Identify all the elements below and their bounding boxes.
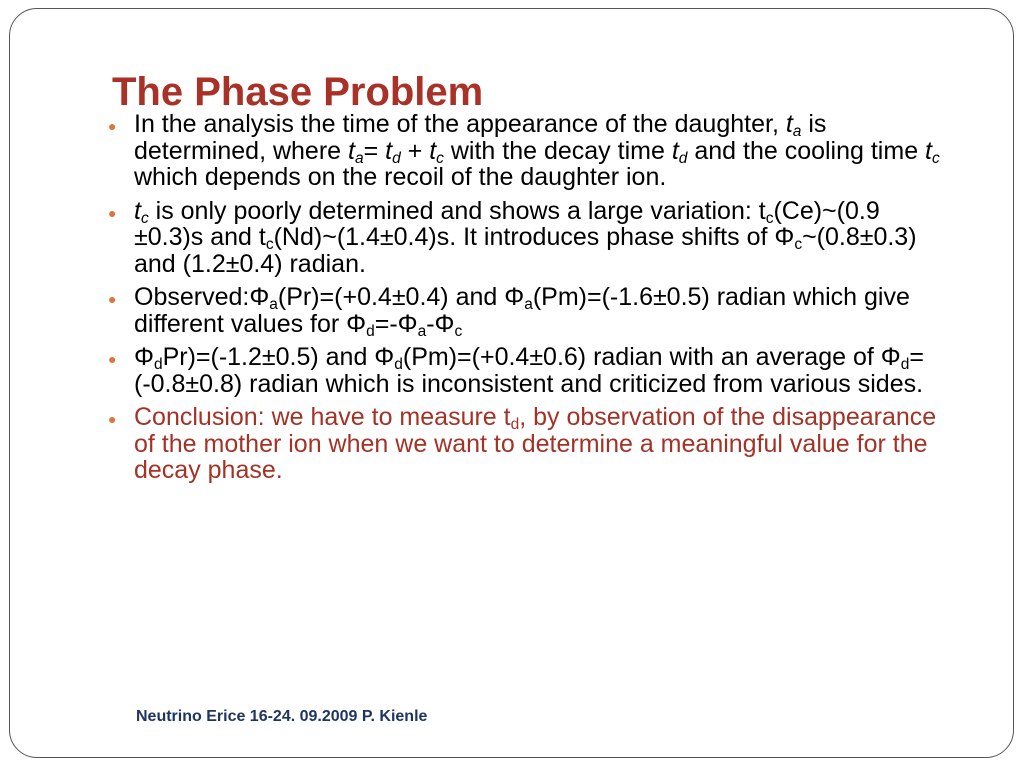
slide-footer: Neutrino Erice 16-24. 09.2009 P. Kienle bbox=[136, 708, 428, 725]
bullet-dot-icon: ● bbox=[108, 118, 117, 134]
bullet-dot-icon: ● bbox=[108, 204, 117, 221]
bullet-dot-icon: ● bbox=[108, 351, 117, 367]
bullet-dot-icon: ● bbox=[108, 411, 117, 427]
bullet-item-conclusion: ● Conclusion: we have to measure $t_d$, by observation of the disappearance of the mother ion when we want to determine a meaningful value for the decay phase. bbox=[108, 403, 937, 484]
bullet-item-4: ● $\Phi_dPr)=(-1.2\pm 0.5)$ and $\Phi_d(Pm)=(+0.4\pm 0.6)$ radian with an average of $\Phi_d=(-0.8\pm 0.8)$ radian which is inconsistent and criticized from various sides. bbox=[108, 343, 924, 398]
slide-title: The Phase Problem bbox=[112, 70, 484, 114]
bullet-item-2: ● $t_c$ is only poorly determined and shows a large variation: $t_c(Ce)\sim(0.9 \pm 0.3)s$ and $t_c(Nd)\sim(1.4\pm 0.4)s$. It introduces phase shifts of $\Phi_c\sim(0.8\pm 0.3)$ and (1.2±0.4) radian. bbox=[108, 196, 917, 278]
bullet-item-1: ● In the analysis the time of the appearance of the daughter, $t_a$ is determined, where $t_a= t_d + t_c$ with the decay time $t_d$ and the cooling time $t_c$ which depends on the recoil of the daughter ion. bbox=[108, 110, 940, 191]
bullet-dot-icon: ● bbox=[108, 291, 117, 307]
bullet-item-3: ● $Observed:\Phi_a(Pr)=(+0.4\pm 0.4)$ and $\Phi_a(Pm)=(-1.6\pm 0.5)$ radian which give different values for $\Phi_d=-\Phi_a-\Phi_c$ bbox=[108, 283, 910, 340]
bullet-list bbox=[106, 111, 946, 491]
